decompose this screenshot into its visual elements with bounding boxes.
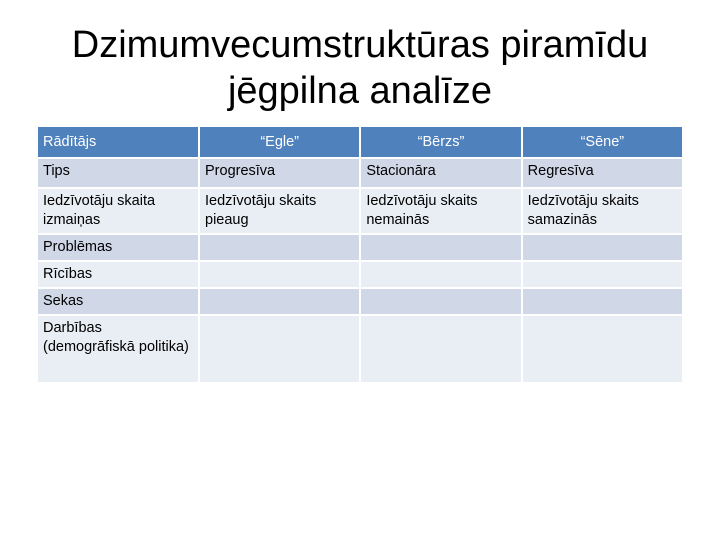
table-row (38, 289, 682, 314)
table-cell (200, 262, 359, 287)
table-cell: Tips (38, 159, 198, 187)
table-cell: Iedzīvotāju skaita izmaiņas (38, 189, 198, 233)
table-header-row (38, 127, 682, 157)
table-row (38, 159, 682, 187)
header-indicator: Rādītājs (38, 127, 198, 157)
table-cell: Problēmas (38, 235, 198, 260)
table-row (38, 189, 682, 233)
table-cell: Iedzīvotāju skaits pieaug (200, 189, 359, 233)
table-cell (361, 235, 520, 260)
table-cell (200, 316, 359, 382)
table-row (38, 316, 682, 382)
table-cell (200, 289, 359, 314)
table-row (38, 262, 682, 287)
title-line-2: jēgpilna analīze (227, 70, 493, 112)
table-cell: Sekas (38, 289, 198, 314)
title-line-1: Dzimumvecumstruktūras piramīdu (71, 24, 649, 66)
table-row (38, 235, 682, 260)
table-cell: Iedzīvotāju skaits nemainās (361, 189, 520, 233)
table-cell (523, 262, 682, 287)
analysis-table (36, 125, 684, 384)
header-sene: “Sēne” (523, 127, 682, 157)
table-cell: Stacionāra (361, 159, 520, 187)
page-title (0, 22, 720, 114)
table-cell (523, 289, 682, 314)
table-cell (200, 235, 359, 260)
table-cell (361, 289, 520, 314)
table-cell: Regresīva (523, 159, 682, 187)
table-cell (361, 262, 520, 287)
header-egle: “Egle” (200, 127, 359, 157)
table-cell: Rīcības (38, 262, 198, 287)
table-cell (523, 316, 682, 382)
table-cell (361, 316, 520, 382)
table-cell: Darbības (demogrāfiskā politika) (38, 316, 198, 382)
header-berzs: “Bērzs” (361, 127, 520, 157)
table-cell (523, 235, 682, 260)
table-cell: Iedzīvotāju skaits samazinās (523, 189, 682, 233)
table-cell: Progresīva (200, 159, 359, 187)
